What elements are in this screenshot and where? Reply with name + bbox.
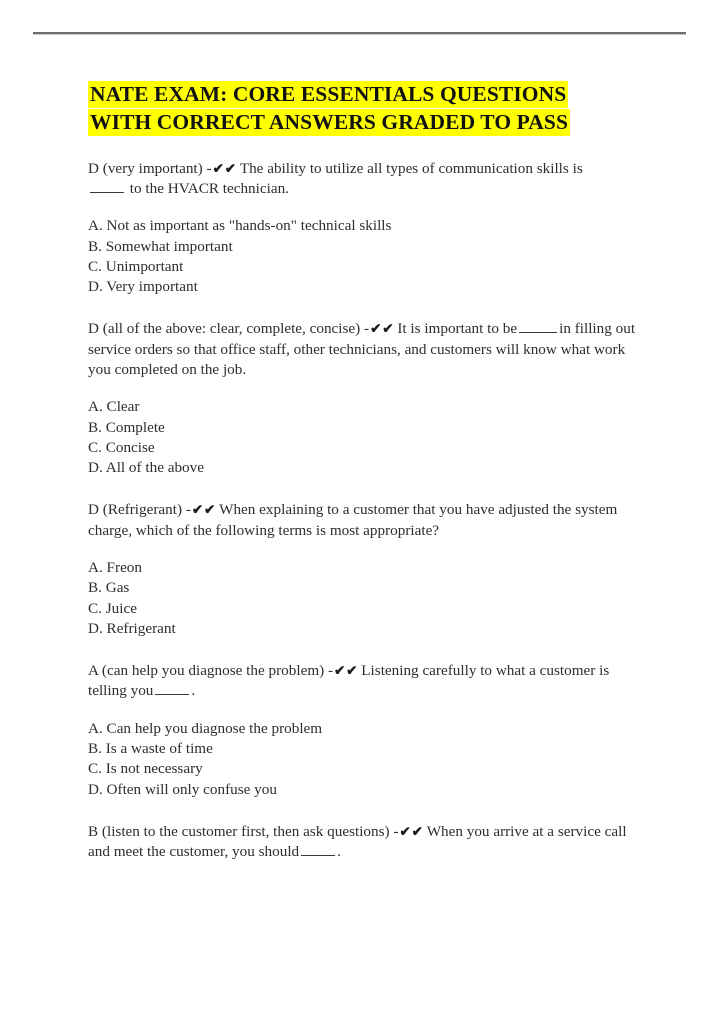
option-item: A. Clear	[88, 398, 140, 416]
option-item: A. Freon	[88, 558, 142, 576]
option-item: A. Can help you diagnose the problem	[88, 719, 323, 737]
page-title-line-2: WITH CORRECT ANSWERS GRADED TO PASS	[90, 110, 569, 135]
question-block	[88, 822, 644, 863]
document-content	[88, 80, 644, 879]
option-item: D. Refrigerant	[88, 619, 176, 637]
fill-in-blank	[90, 179, 124, 193]
check-mark-icon: ✔✔	[399, 823, 424, 839]
check-mark-icon: ✔✔	[212, 160, 237, 176]
question-stem-part-2: in filling out service orders so that office staff, other technicians, and customers will know what work you completed on the job.	[88, 320, 636, 378]
option-item: B. Complete	[88, 418, 165, 436]
question-block	[88, 159, 644, 298]
check-mark-icon: ✔✔	[191, 502, 217, 518]
question-text	[88, 661, 644, 702]
question-stem-part-1: Listening carefully to what a customer is telling you	[88, 662, 610, 700]
question-text	[88, 159, 644, 200]
fill-in-blank	[301, 842, 335, 856]
page-title	[88, 80, 644, 137]
option-item: B. Gas	[88, 579, 130, 597]
option-list	[88, 558, 644, 639]
option-item: C. Unimportant	[88, 257, 184, 275]
option-item: B. Somewhat important	[88, 237, 233, 255]
question-block	[88, 319, 644, 478]
fill-in-blank	[155, 681, 189, 695]
question-text	[88, 822, 644, 863]
question-stem-part-1: When explaining to a customer that you have adjusted the system charge, which of the following terms is most appropriate?	[88, 501, 618, 539]
answer-key: B (listen to the customer first, then ask questions) -	[88, 822, 399, 840]
option-item: D. Very important	[88, 278, 198, 296]
question-text	[88, 500, 644, 541]
check-mark-icon: ✔✔	[370, 321, 395, 337]
option-list	[88, 216, 644, 297]
option-item: A. Not as important as "hands-on" technical skills	[88, 217, 392, 235]
question-stem-part-2: .	[337, 843, 341, 861]
option-item: D. All of the above	[88, 459, 204, 477]
option-item: C. Concise	[88, 438, 155, 456]
answer-key: D (very important) -	[88, 159, 212, 177]
question-stem-part-1: The ability to utilize all types of communication skills is	[239, 159, 583, 177]
question-stem-part-2: .	[191, 682, 196, 700]
option-list	[88, 397, 644, 478]
option-list	[88, 719, 644, 800]
option-item: D. Often will only confuse you	[88, 780, 277, 798]
answer-key: D (Refrigerant) -	[88, 501, 191, 519]
question-text	[88, 319, 644, 380]
option-item: C. Juice	[88, 599, 137, 617]
header-divider	[33, 32, 686, 34]
question-block	[88, 500, 644, 639]
check-mark-icon: ✔✔	[334, 663, 359, 679]
option-item: C. Is not necessary	[88, 760, 203, 778]
answer-key: D (all of the above: clear, complete, concise) -	[88, 320, 370, 338]
question-block	[88, 661, 644, 800]
answer-key: A (can help you diagnose the problem) -	[88, 662, 334, 680]
page-title-line-1: NATE EXAM: CORE ESSENTIALS QUESTIONS	[90, 82, 567, 106]
option-item: B. Is a waste of time	[88, 739, 213, 757]
fill-in-blank	[519, 320, 557, 334]
question-stem-part-2: to the HVACR technician.	[129, 180, 289, 198]
question-stem-part-1: It is important to be	[397, 320, 518, 338]
question-stem-part-1: When you arrive at a service call and meet the customer, you should	[88, 822, 627, 861]
